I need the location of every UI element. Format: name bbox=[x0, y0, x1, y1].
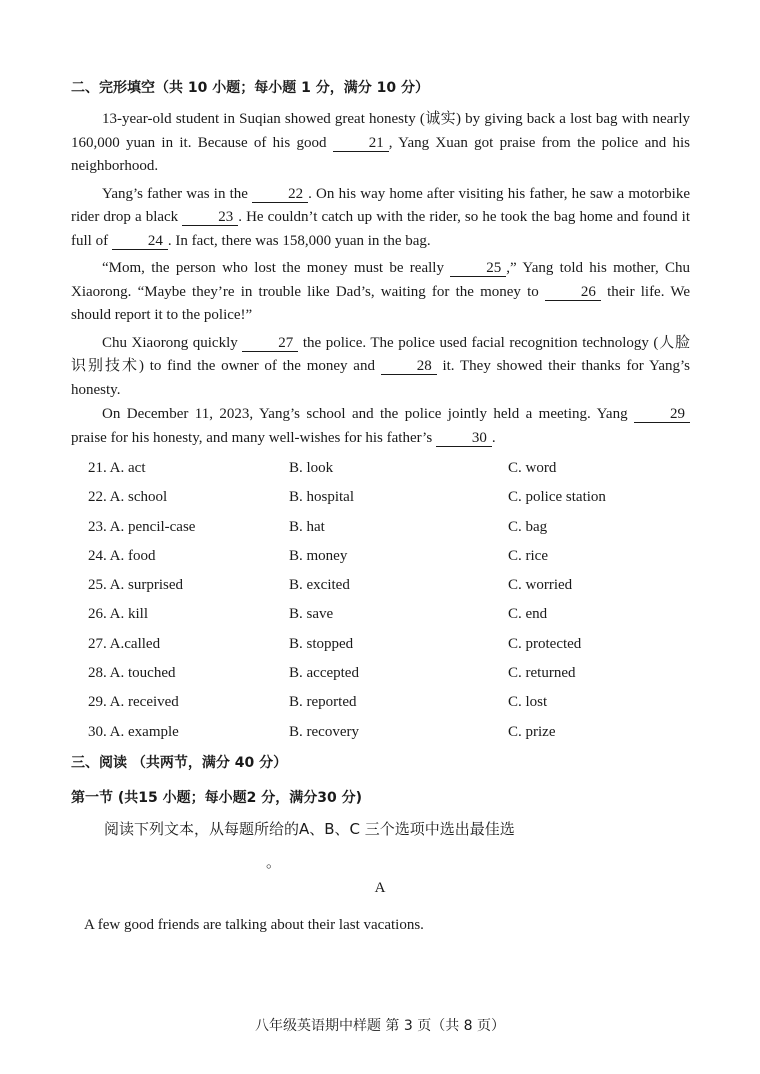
option-a: 27. A.called bbox=[88, 635, 161, 652]
option-c: C. end bbox=[508, 606, 548, 623]
option-c: C. lost bbox=[508, 694, 548, 711]
option-c: C. returned bbox=[508, 665, 576, 682]
option-b: B. accepted bbox=[289, 665, 359, 682]
cloze-passage bbox=[71, 108, 690, 450]
option-a: 24. A. food bbox=[88, 547, 156, 564]
cloze-paragraph: Chu Xiaorong quickly 27 the police. The police used facial recognition technology (人脸识别技术) to find the owner of the money and 28 it. They showed their thanks for Yang’s honesty. bbox=[71, 334, 690, 398]
option-a: 25. A. surprised bbox=[88, 577, 183, 594]
option-a: 23. A. pencil-case bbox=[88, 518, 196, 535]
option-c: C. police station bbox=[508, 489, 606, 506]
cloze-paragraph: “Mom, the person who lost the money must be really 25 ,” Yang told his mother, Chu Xiaorong. “Maybe they’re in trouble like Dad’s, waiting for the money to 26 their life. We should report it to the police!” bbox=[71, 260, 690, 323]
option-a: 21. A. act bbox=[88, 460, 146, 476]
page-footer: 八年级英语期中样题 第 3 页（共 8 页） bbox=[254, 1018, 506, 1034]
answer-blank[interactable]: 26 bbox=[545, 284, 601, 301]
option-a: 26. A. kill bbox=[88, 606, 149, 623]
answer-blank[interactable]: 22 bbox=[252, 186, 308, 203]
option-c: C. word bbox=[508, 460, 557, 476]
option-row bbox=[88, 548, 708, 577]
answer-blank[interactable]: 28 bbox=[381, 358, 437, 375]
option-row bbox=[88, 519, 708, 548]
section-3-subheading: 第一节 (共15 小题；每小题2 分，满分30 分) bbox=[71, 790, 362, 806]
option-row bbox=[88, 606, 708, 635]
option-a: 22. A. school bbox=[88, 489, 168, 506]
answer-blank[interactable]: 21 bbox=[333, 135, 389, 152]
cloze-paragraph: Yang’s father was in the 22 . On his way home after visiting his father, he saw a motorbike rider drop a black 23 . He couldn’t catch up with the rider, so he took the bag home and found it full of 24 . In fact, there was 158,000 yuan in the bag. bbox=[71, 185, 691, 249]
option-b: B. money bbox=[289, 547, 348, 564]
option-c: C. rice bbox=[508, 547, 548, 564]
option-row bbox=[88, 577, 708, 606]
option-c: C. bag bbox=[508, 518, 548, 535]
reading-instruction: 阅读下列文本，从每题所给的A、B、C 三个选项中选出最佳选 bbox=[104, 820, 515, 838]
answer-options bbox=[88, 460, 708, 753]
option-b: B. recovery bbox=[289, 723, 359, 740]
option-b: B. look bbox=[289, 460, 334, 476]
option-row bbox=[88, 724, 708, 753]
option-c: C. worried bbox=[508, 577, 573, 594]
option-b: B. hospital bbox=[289, 489, 355, 506]
option-b: B. stopped bbox=[289, 635, 354, 652]
answer-blank[interactable]: 25 bbox=[450, 260, 506, 277]
section-3-heading: 三、阅读 （共两节，满分 40 分） bbox=[71, 755, 288, 771]
cloze-paragraph: On December 11, 2023, Yang’s school and the police jointly held a meeting. Yang 29 praise for his honesty, and many well-wishes for his father’s 30 . bbox=[71, 403, 690, 450]
option-row bbox=[88, 694, 708, 723]
answer-blank[interactable]: 23 bbox=[182, 209, 238, 226]
option-b: B. save bbox=[289, 606, 334, 623]
option-c: C. prize bbox=[508, 723, 556, 740]
option-row bbox=[88, 460, 708, 489]
answer-blank[interactable]: 27 bbox=[242, 335, 298, 352]
option-b: B. reported bbox=[289, 694, 357, 711]
instruction-end-mark: 。 bbox=[266, 855, 282, 871]
option-b: B. excited bbox=[289, 577, 350, 594]
answer-blank[interactable]: 29 bbox=[634, 406, 690, 423]
option-b: B. hat bbox=[289, 518, 325, 535]
answer-blank[interactable]: 30 bbox=[436, 430, 492, 447]
section-2-heading: 二、完形填空（共 10 小题；每小题 1 分，满分 10 分） bbox=[71, 80, 429, 96]
option-a: 30. A. example bbox=[88, 723, 179, 740]
passage-label: A bbox=[374, 880, 386, 896]
passage-intro: A few good friends are talking about their last vacations. bbox=[84, 917, 424, 933]
option-row bbox=[88, 665, 708, 694]
option-row bbox=[88, 636, 708, 665]
answer-blank[interactable]: 24 bbox=[112, 233, 168, 250]
option-row bbox=[88, 489, 708, 518]
option-a: 29. A. received bbox=[88, 694, 179, 711]
option-a: 28. A. touched bbox=[88, 665, 176, 682]
cloze-paragraph: 13-year-old student in Suqian showed great honesty (诚实) by giving back a lost bag with nearly 160,000 yuan in it. Because of his good 21 , Yang Xuan got praise from the police and his neighborhood. bbox=[71, 111, 691, 174]
option-c: C. protected bbox=[508, 635, 582, 652]
